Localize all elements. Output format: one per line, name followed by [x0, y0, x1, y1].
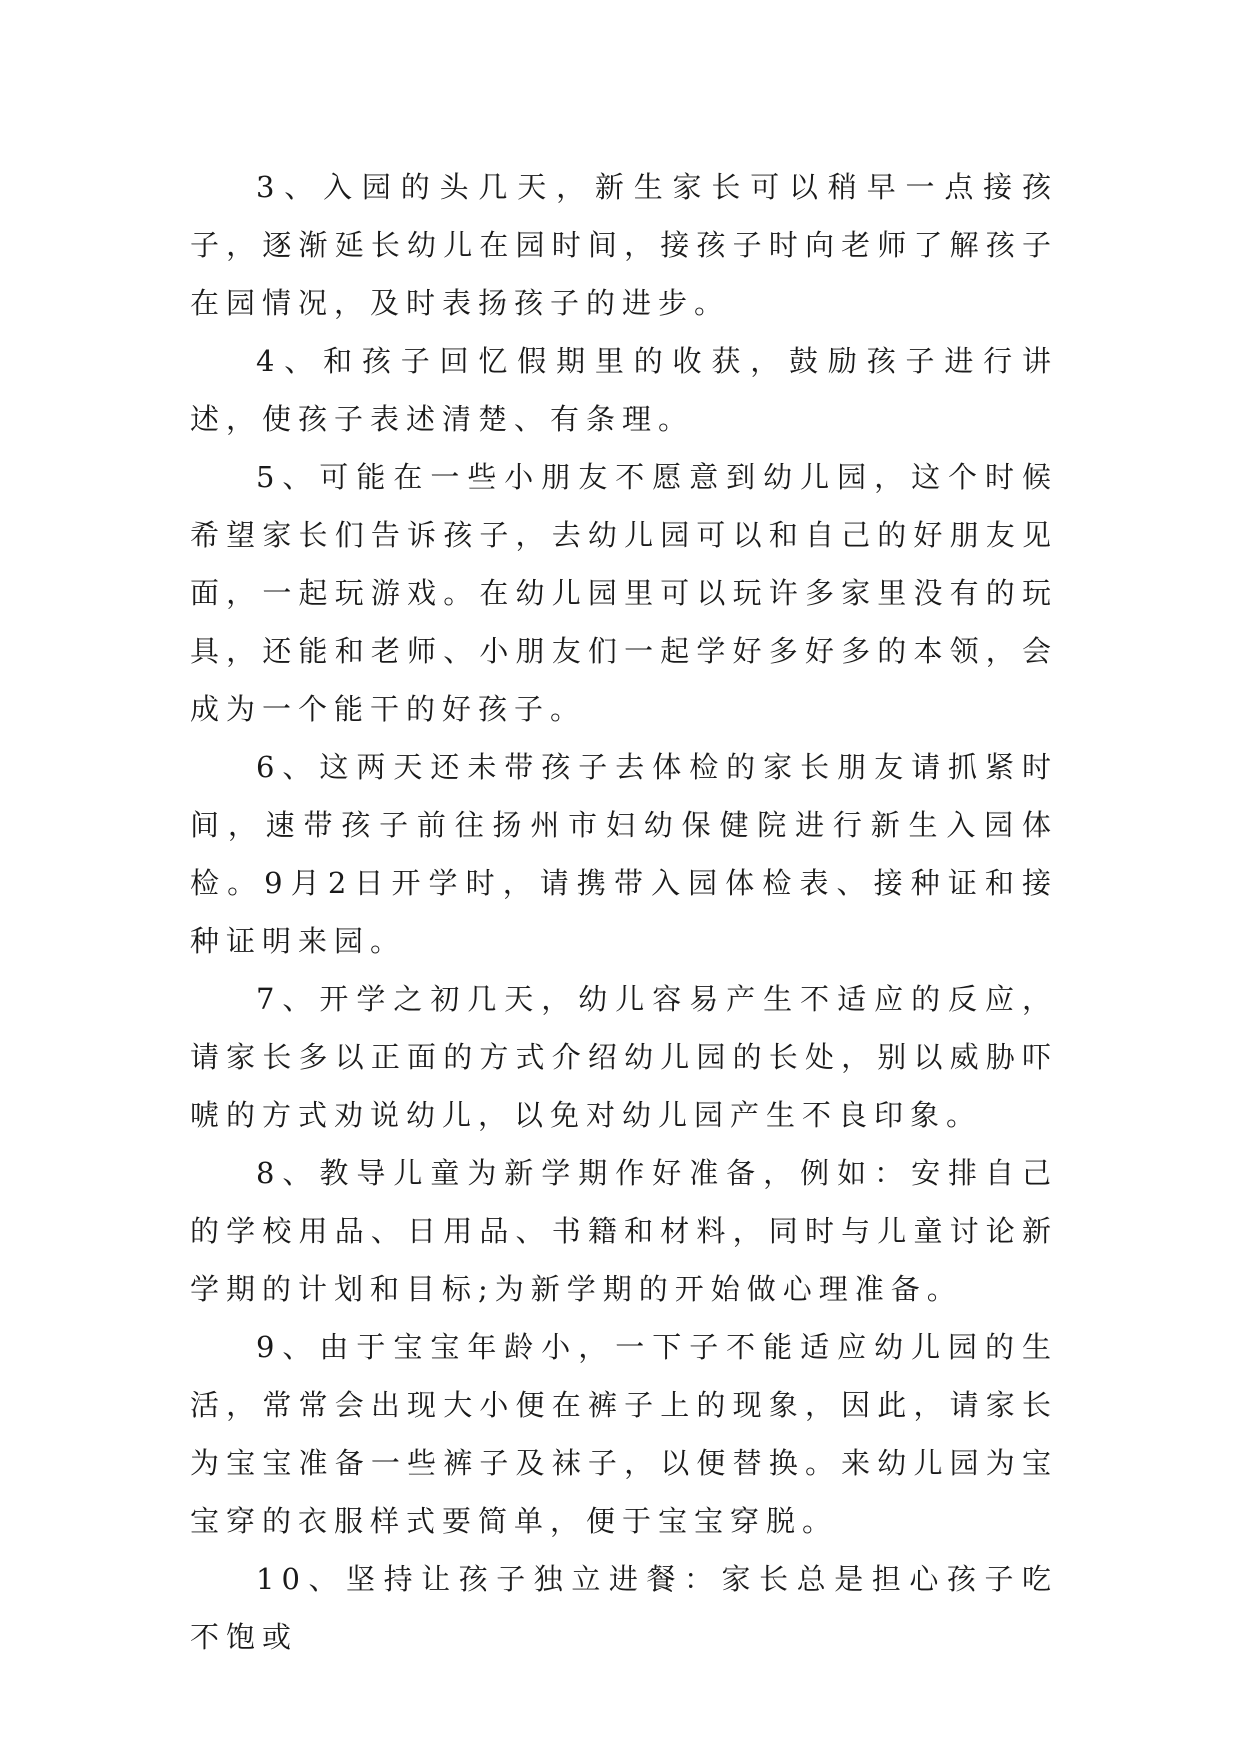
paragraph-8: 8、教导儿童为新学期作好准备，例如：安排自己的学校用品、日用品、书籍和材料，同时与儿童讨论新学期的计划和目标;为新学期的开始做心理准备。: [190, 1156, 1058, 1306]
paragraph-10: 10、坚持让孩子独立进餐：家长总是担心孩子吃不饱或: [190, 1562, 1058, 1654]
paragraph-4: 4、和孩子回忆假期里的收获，鼓励孩子进行讲述，使孩子表述清楚、有条理。: [190, 344, 1058, 436]
document-body: [190, 158, 1058, 1666]
paragraph-6: 6、这两天还未带孩子去体检的家长朋友请抓紧时间，速带孩子前往扬州市妇幼保健院进行新生入园体检。9月2日开学时，请携带入园体检表、接种证和接种证明来园。: [190, 750, 1058, 958]
paragraph-5: 5、可能在一些小朋友不愿意到幼儿园，这个时候希望家长们告诉孩子，去幼儿园可以和自己的好朋友见面，一起玩游戏。在幼儿园里可以玩许多家里没有的玩具，还能和老师、小朋友们一起学好多好多的本领，会成为一个能干的好孩子。: [190, 460, 1058, 726]
paragraph-7: 7、开学之初几天，幼儿容易产生不适应的反应，请家长多以正面的方式介绍幼儿园的长处，别以威胁吓唬的方式劝说幼儿，以免对幼儿园产生不良印象。: [190, 982, 1058, 1132]
paragraph-3: 3、入园的头几天，新生家长可以稍早一点接孩子，逐渐延长幼儿在园时间，接孩子时向老师了解孩子在园情况，及时表扬孩子的进步。: [190, 170, 1058, 320]
paragraph-9: 9、由于宝宝年龄小，一下子不能适应幼儿园的生活，常常会出现大小便在裤子上的现象，因此，请家长为宝宝准备一些裤子及袜子，以便替换。来幼儿园为宝宝穿的衣服样式要简单，便于宝宝穿脱。: [190, 1330, 1058, 1538]
